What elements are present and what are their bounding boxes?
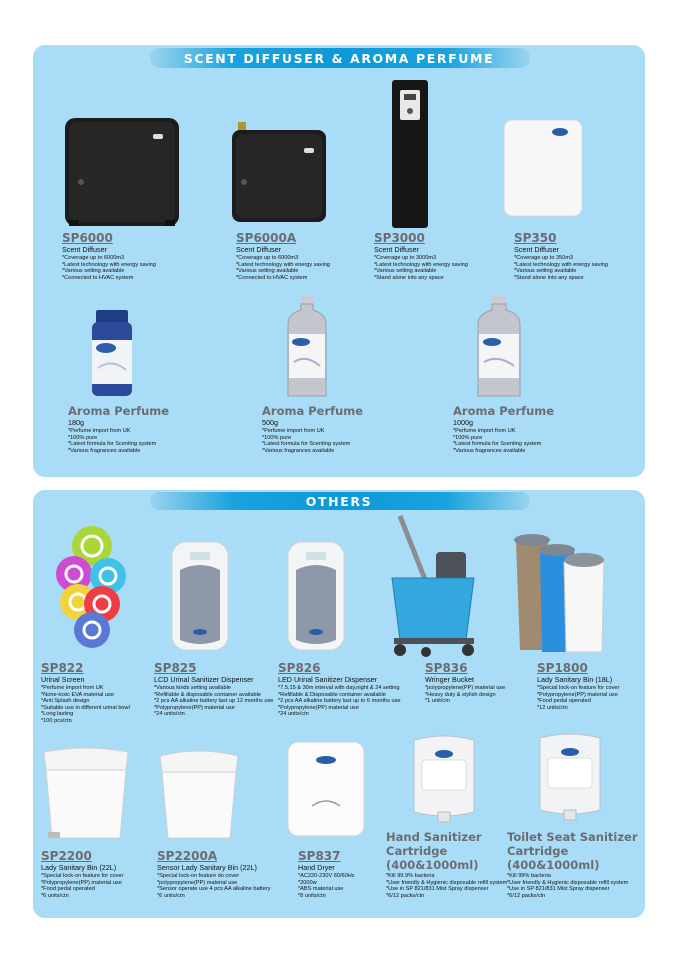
product-name: 500g xyxy=(262,418,278,427)
feature: *Latest technology with energy saving xyxy=(62,261,156,268)
product-sp2200 xyxy=(41,850,123,899)
product-name: Scent Diffuser xyxy=(514,245,560,254)
feature: *Perfume import from UK xyxy=(453,428,516,434)
perfume-500g-image xyxy=(286,296,328,400)
feature: *Suitable use in different urinal bowl xyxy=(41,704,130,711)
perfume-1000g-image xyxy=(476,296,522,400)
feature: *Perfume import from UK xyxy=(68,428,131,434)
product-name: 180g xyxy=(68,418,84,427)
feature: *Various fragrances available xyxy=(262,447,335,454)
feature-list xyxy=(236,255,330,281)
feature: *Long lasting xyxy=(41,711,74,718)
feature-list xyxy=(374,255,468,281)
feature-list xyxy=(262,428,363,454)
feature: *Polypropylene(PP) material use xyxy=(278,704,359,711)
feature-list xyxy=(453,428,554,454)
feature: *Use in SP 821/831 Mist Spray dispenser xyxy=(507,886,610,893)
product-name: Sensor Lady Sanitary Bin (22L) xyxy=(157,863,257,872)
feature-list xyxy=(41,873,123,899)
feature: *Anti Splash design xyxy=(41,698,90,705)
feature: *6 units/ctn xyxy=(157,892,185,899)
feature-list xyxy=(386,873,508,899)
feature: *Latest formula for Scenting system xyxy=(68,441,157,448)
feature-list xyxy=(68,428,169,454)
sp6000-image xyxy=(63,112,183,230)
product-name: 1000g xyxy=(453,418,473,427)
product-code: Aroma Perfume xyxy=(68,404,170,418)
sp3000-image xyxy=(390,80,430,230)
sp836-image xyxy=(386,512,482,660)
product-code: SP826 xyxy=(278,661,321,675)
product-name: Scent Diffuser xyxy=(236,245,282,254)
feature-list xyxy=(41,685,130,725)
feature: *Connected to HVAC system xyxy=(236,274,308,281)
feature: *Coverage up to 6000m3 xyxy=(236,255,299,261)
sp6000a-image xyxy=(230,122,330,226)
product-code: SP3000 xyxy=(374,231,425,245)
feature-list xyxy=(157,873,271,899)
product-name: Hand Dryer xyxy=(298,863,335,872)
sp837-image xyxy=(286,740,366,838)
feature: *Coverage up to 3000m3 xyxy=(374,255,437,261)
feature: *User friendly & Hygienic disposable refill system xyxy=(507,879,629,886)
product-code: SP350 xyxy=(514,231,557,245)
feature: *Polypropylene(PP) material use xyxy=(154,704,235,711)
feature: *Perfume import from UK xyxy=(41,685,104,691)
feature: *Use in SP 821/831 Mist Spray dispenser xyxy=(386,886,489,893)
feature: *Food pedal operated xyxy=(41,886,95,893)
feature: *Special lock-on feature do cover xyxy=(157,873,240,879)
product-code: Aroma Perfume xyxy=(453,404,555,418)
feature: *1 unit/ctn xyxy=(425,698,450,705)
feature: *Special lock-on feature for cover xyxy=(537,685,620,691)
product-sp1800 xyxy=(537,662,619,711)
product-name: Lady Sanitary Bin (22L) xyxy=(41,863,117,872)
feature: *100 pcs/ctn xyxy=(41,717,72,724)
feature: *8 units/ctn xyxy=(298,892,326,899)
feature: *Polypropylene(PP) material use xyxy=(537,691,618,698)
feature: *12 units/ctn xyxy=(537,704,568,711)
feature: *Latest technology with energy saving xyxy=(514,261,608,268)
product-code: SP6000A xyxy=(236,231,297,245)
product-code: SP2200 xyxy=(41,849,92,863)
product-name: Urinal Screen xyxy=(41,675,85,684)
feature: *None-toxic EVA material use xyxy=(41,691,114,698)
feature: *100% pure xyxy=(453,434,483,441)
product-sp350 xyxy=(514,232,608,281)
feature: *Kill 99% bacteria xyxy=(507,873,551,879)
sp2200-image xyxy=(38,744,134,842)
feature: *Polypropylene(PP) material use xyxy=(41,879,122,886)
feature: *100% pure xyxy=(68,434,98,441)
product-name: Scent Diffuser xyxy=(374,245,420,254)
product-code: SP1800 xyxy=(537,661,588,675)
product-code: SP822 xyxy=(41,661,84,675)
toilet-seat-sanitizer-cartridge-image xyxy=(534,730,606,822)
feature: *Heavy duty & stylish design xyxy=(425,691,496,698)
feature-list xyxy=(514,255,608,281)
feature: *24 units/ctn xyxy=(154,711,185,718)
product-sp836 xyxy=(425,662,505,705)
others-section-title: OTHERS xyxy=(305,494,373,509)
product-sp837 xyxy=(298,850,355,899)
sp350-image xyxy=(500,118,586,218)
feature: *Refillable & disposable container available xyxy=(154,691,261,698)
feature: *ABS material use xyxy=(298,886,344,893)
product-code: Aroma Perfume xyxy=(262,404,364,418)
product-code: SP837 xyxy=(298,849,341,863)
sp825-image xyxy=(170,540,230,652)
feature-list xyxy=(507,873,641,899)
feature: *Various setting available xyxy=(236,268,299,275)
feature: *100% pure xyxy=(262,434,292,441)
product-sp6000a xyxy=(236,232,330,281)
product-code: Toilet Seat Sanitizer Cartridge (400&1000ml) xyxy=(507,830,638,872)
sp822-image xyxy=(52,522,126,654)
product-aroma-1000g xyxy=(453,404,554,454)
feature: *Kill 99.9% bacteria xyxy=(386,873,435,879)
product-sp6000 xyxy=(62,232,156,281)
feature: *6 units/ctn xyxy=(41,892,69,899)
feature: *Various setting available xyxy=(514,268,577,275)
feature-list xyxy=(298,873,355,899)
product-name: LED Urinal Sanitizer Dispenser xyxy=(278,675,378,684)
feature: *2 pcs AA alkaline battery last up to 6 months use xyxy=(278,698,401,705)
feature: *Latest technology with energy saving xyxy=(236,261,330,268)
feature: *Sensor operate use 4 pcs AA alkaline battery xyxy=(157,886,271,893)
sp2200a-image xyxy=(156,746,242,842)
product-code: SP836 xyxy=(425,661,468,675)
product-sp3000 xyxy=(374,232,468,281)
feature-list xyxy=(278,685,401,718)
feature: *polypropylene(PP) material use xyxy=(157,879,238,886)
feature: *6/12 packs/ctn xyxy=(386,892,425,899)
feature: *Special lock-on feature for cover xyxy=(41,873,124,879)
sp826-image xyxy=(286,540,346,652)
feature: *7.5,15 & 30m interval with day,night & 24 setting xyxy=(278,685,400,691)
feature: *Stand alone into any space xyxy=(374,274,444,281)
feature-list xyxy=(154,685,273,718)
product-code: SP6000 xyxy=(62,231,113,245)
product-sp825 xyxy=(154,662,273,718)
product-name: Lady Sanitary Bin (18L) xyxy=(537,675,613,684)
product-sp826 xyxy=(278,662,401,718)
feature: *Various setting available xyxy=(374,268,437,275)
product-code: SP2200A xyxy=(157,849,218,863)
feature-list xyxy=(62,255,156,281)
feature: *Latest formula for Scenting system xyxy=(262,441,351,448)
product-name: LCD Urinal Sanitizer Dispenser xyxy=(154,675,254,684)
feature: *Coverage up to 350m3 xyxy=(514,255,574,261)
perfume-180g-image xyxy=(86,310,138,398)
feature: *Various fragrances available xyxy=(453,447,526,454)
feature: *AC220-230V 60/60Hz xyxy=(298,873,355,879)
feature: *Stand alone into any space xyxy=(514,274,584,281)
scent-section-title: SCENT DIFFUSER & AROMA PERFUME xyxy=(183,51,495,66)
feature: *Refillable & Disposable container available xyxy=(278,691,386,698)
sp1800-image xyxy=(512,528,610,656)
product-toilet-seat-sanitizer-cartridge xyxy=(507,830,641,899)
feature: *Food pedal operated xyxy=(537,698,591,705)
product-name: Scent Diffuser xyxy=(62,245,108,254)
feature: *Coverage up to 6000m3 xyxy=(62,255,125,261)
feature-list xyxy=(425,685,505,705)
feature: *24 units/ctn xyxy=(278,711,309,718)
feature: *Latest formula for Scenting system xyxy=(453,441,542,448)
feature: *2000w xyxy=(298,879,317,886)
product-aroma-500g xyxy=(262,404,363,454)
feature-list xyxy=(537,685,619,711)
feature: *Various setting available xyxy=(62,268,125,275)
product-code: Hand Sanitizer Cartridge (400&1000ml) xyxy=(386,830,482,872)
product-name: Wringer Bucket xyxy=(425,675,474,684)
feature: *Perfume import from UK xyxy=(262,428,325,434)
product-aroma-180g xyxy=(68,404,169,454)
product-sp2200a xyxy=(157,850,271,899)
feature: *Connected to HVAC system xyxy=(62,274,134,281)
feature: *Latest technology with energy saving xyxy=(374,261,468,268)
feature: *Various kinds setting available xyxy=(154,685,232,691)
hand-sanitizer-cartridge-image xyxy=(408,732,480,824)
product-hand-sanitizer-cartridge xyxy=(386,830,508,899)
feature: *User friendly & Hygienic disposable refill system xyxy=(386,879,508,886)
product-code: SP825 xyxy=(154,661,197,675)
feature: *Various fragrances available xyxy=(68,447,141,454)
feature: *2 pcs AA alkaline battery last up 12 months use xyxy=(154,698,274,705)
product-sp822 xyxy=(41,662,130,725)
feature: *6/12 packs/ctn xyxy=(507,892,546,899)
feature: *polypropylene(PP) material use xyxy=(425,685,506,691)
